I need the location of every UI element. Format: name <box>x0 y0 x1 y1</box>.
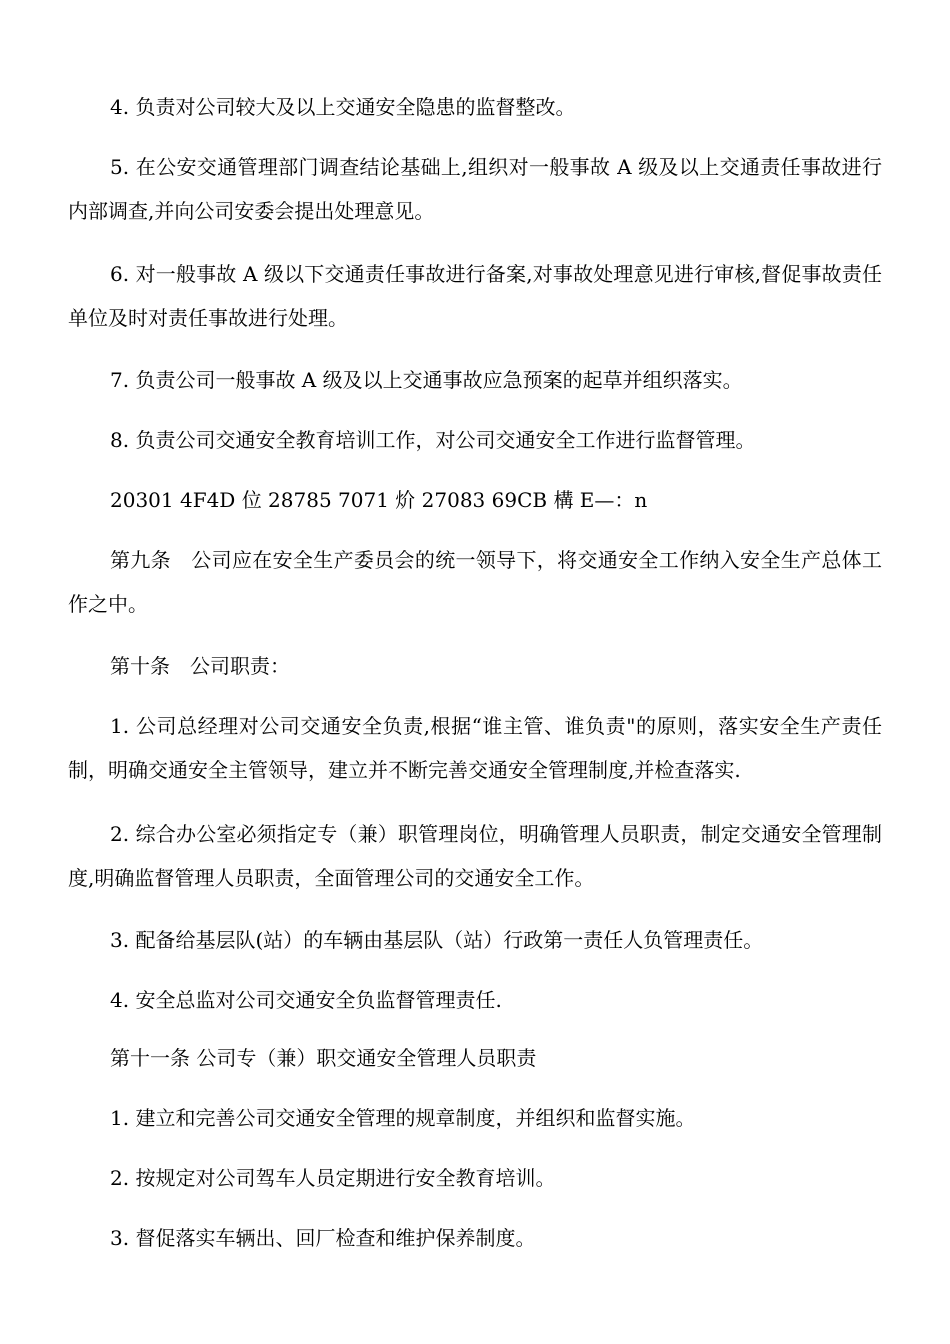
article-11-item-2: 2. 按规定对公司驾车人员定期进行安全教育培训。 <box>110 1166 556 1190</box>
article-9: 第九条 公司应在安全生产委员会的统一领导下，将交通安全工作纳入安全生产总体工作之中。 <box>68 548 882 616</box>
paragraph-item-8-safety-training: 8. 负责公司交通安全教育培训工作，对公司交通安全工作进行监督管理。 <box>110 428 756 452</box>
article-10-item-2: 2. 综合办公室必须指定专（兼）职管理岗位，明确管理人员职责，制定交通安全管理制度,明确监督管理人员职责，全面管理公司的交通安全工作。 <box>68 822 882 890</box>
article-11-heading: 第十一条 公司专（兼）职交通安全管理人员职责 <box>110 1046 537 1070</box>
article-11-item-1: 1. 建立和完善公司交通安全管理的规章制度，并组织和监督实施。 <box>110 1106 696 1130</box>
paragraph-item-5-internal-investigation: 5. 在公安交通管理部门调查结论基础上,组织对一般事故 A 级及以上交通责任事故进行内部调查,并向公司安委会提出处理意见。 <box>68 155 882 223</box>
article-10-heading: 第十条 公司职责： <box>110 654 290 678</box>
paragraph-item-6-accident-filing: 6. 对一般事故 A 级以下交通责任事故进行备案,对事故处理意见进行审核,督促事故责任单位及时对责任事故进行处理。 <box>68 262 882 330</box>
article-11-item-3: 3. 督促落实车辆出、回厂检查和维护保养制度。 <box>110 1226 536 1250</box>
article-10-item-1: 1. 公司总经理对公司交通安全负责,根据“谁主管、谁负责"的原则，落实安全生产责任制，明确交通安全主管领导，建立并不断完善交通安全管理制度,并检查落实. <box>68 714 882 782</box>
paragraph-item-4-hazard-rectification: 4. 负责对公司较大及以上交通安全隐患的监督整改。 <box>110 95 576 119</box>
paragraph-item-7-emergency-plan: 7. 负责公司一般事故 A 级及以上交通事故应急预案的起草并组织落实。 <box>110 368 743 392</box>
article-10-item-4: 4. 安全总监对公司交通安全负监督管理责任. <box>110 988 502 1012</box>
article-10-item-3: 3. 配备给基层队(站）的车辆由基层队（站）行政第一责任人负管理责任。 <box>110 928 764 952</box>
paragraph-encoding-artifact: 20301 4F4D 位 28785 7071 炌 27083 69CB 構 E—：n <box>110 488 648 512</box>
